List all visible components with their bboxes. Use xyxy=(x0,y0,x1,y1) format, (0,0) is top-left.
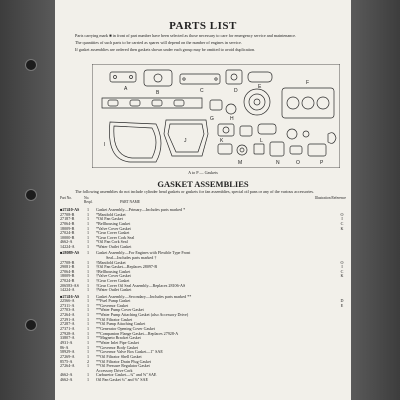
quantity-cell: 1 xyxy=(86,216,90,222)
figure-label: O xyxy=(296,160,300,166)
section-intro xyxy=(65,189,343,194)
part-number-cell: 27708-B xyxy=(60,211,75,217)
part-number-cell: ■27410-AS xyxy=(60,207,80,212)
figure-label: L xyxy=(260,138,263,144)
reference-cell: I xyxy=(341,216,343,222)
section-title: GASKET ASSEMBLIES xyxy=(157,179,249,189)
reference-cell: C xyxy=(340,220,344,226)
column-part-name: PART NAME xyxy=(120,200,141,204)
figure-frame xyxy=(92,64,340,168)
part-number-cell: 206583-AS xyxy=(60,282,79,288)
part-name-cell: Gasket Assembly—Primary—Includes parts marked * xyxy=(96,208,186,212)
quantity-cell: 1 xyxy=(86,349,90,355)
column-qty: No. Reqd. xyxy=(84,196,93,204)
part-name-cell: Carburetor Gasket—¾" and ⅝" SAE xyxy=(96,373,157,378)
part-number-cell: 27264-A xyxy=(60,363,75,369)
figure-caption: A to P — Gaskets xyxy=(188,170,218,175)
figure-label: P xyxy=(320,160,324,166)
ring-gasket-shape xyxy=(244,89,270,115)
quantity-cell: 1 xyxy=(86,244,90,250)
part-name-cell: **Companion Flange Gasket—Replaces 27928-A xyxy=(96,331,179,336)
reference-cell: E xyxy=(340,302,344,308)
quantity-cell: 2 xyxy=(86,358,90,364)
quantity-cell: 1 xyxy=(86,353,90,359)
part-number-cell: 27269-A xyxy=(60,353,75,359)
section-intro-text: The following assemblies do not include cylinder head gaskets or gaskets for fan assemblies, special oil pans or any of the various accessories. xyxy=(75,189,315,194)
quantity-cell: 1 xyxy=(86,339,90,345)
part-name-cell: *Bellhousing Gasket xyxy=(96,221,131,226)
quantity-cell: 1 xyxy=(86,298,90,304)
quantity-cell: 1 xyxy=(86,330,90,336)
part-name-cell: †Manifold Gasket xyxy=(96,260,126,265)
part-name-cell: **Water Pump Attaching Gasket (also Accessory Drive) xyxy=(96,313,189,318)
table-row xyxy=(60,288,346,293)
quantity-cell: 1 xyxy=(86,268,90,274)
part-number-cell: 58929-A xyxy=(60,349,75,355)
intro-text xyxy=(65,33,343,55)
quantity-cell: 1 xyxy=(86,312,90,318)
part-number-cell: 27264-A xyxy=(60,312,75,318)
figure-label: N xyxy=(276,160,280,166)
part-name-cell: **Governor Gasket xyxy=(96,303,129,308)
figure-label: I xyxy=(104,142,106,148)
quantity-cell: 1 xyxy=(86,302,90,308)
quantity-cell: 1 xyxy=(86,293,90,299)
part-name-cell: †Gear Cover Gasket xyxy=(96,279,130,284)
figure-label: J xyxy=(184,138,187,144)
figure-label: E xyxy=(258,84,262,90)
figure-label: A xyxy=(124,86,128,92)
gasket-shape xyxy=(110,72,136,82)
quantity-cell: 1 xyxy=(86,239,90,245)
figure-label: H xyxy=(230,116,234,122)
quantity-cell: 1 xyxy=(86,372,90,378)
part-number-cell: 27703-A xyxy=(60,307,75,313)
table-row xyxy=(60,245,346,250)
quantity-cell: 1 xyxy=(86,287,90,293)
part-name-cell: *Water Outlet Gasket xyxy=(96,245,132,250)
reference-cell: C xyxy=(340,268,344,274)
part-number-cell: 27708-B xyxy=(60,259,75,265)
part-name-cell: **Oil Filtrator Shell Gasket xyxy=(96,354,142,359)
part-name-cell: **Generator Opening Cover Gasket xyxy=(96,327,155,332)
part-number-cell: 27024-B xyxy=(60,230,75,236)
part-name-cell: Gasket Assembly—Secondary—Includes parts marked ** xyxy=(96,294,192,299)
column-part-no: Part No. xyxy=(60,196,72,200)
reference-cell: K xyxy=(340,273,344,279)
part-number-cell: 27287-A xyxy=(60,321,75,327)
figure-label: G xyxy=(210,116,214,122)
part-name-cell: Seal—Includes parts marked † xyxy=(106,255,157,260)
figure-label: K xyxy=(220,138,224,144)
part-number-cell: 8575-A xyxy=(60,358,73,364)
quantity-cell: 1 xyxy=(86,225,90,231)
part-name-cell: Accessory Drive Cork xyxy=(96,368,133,373)
parts-table xyxy=(60,208,346,383)
part-name-cell: †Valve Cover Gasket xyxy=(96,274,131,279)
quantity-cell: 1 xyxy=(86,220,90,226)
quantity-cell: 1 xyxy=(86,273,90,279)
part-name-cell: †Gear Cover Oil Seal Assembly—Replaces 28106-AS xyxy=(96,283,186,288)
part-name-cell: **Oil Pressure Regulator Gasket xyxy=(96,364,150,369)
column-illustration-ref: Illustration Reference xyxy=(314,196,346,200)
part-number-cell: 18009-B xyxy=(60,225,75,231)
part-number-cell: 4662-A xyxy=(60,377,73,383)
part-name-cell: *Gear Cover Gasket xyxy=(96,231,130,236)
head-gasket-shape xyxy=(282,88,334,118)
part-name-cell: *Valve Cover Gasket xyxy=(96,226,131,231)
document-page xyxy=(55,0,351,400)
reference-cell: O xyxy=(340,259,344,265)
part-name-cell: *Gear Cover Cork Seal xyxy=(96,235,135,240)
part-number-cell: 10000-B xyxy=(60,234,75,240)
part-number-cell: 22566-A xyxy=(60,298,75,304)
quantity-cell: 1 xyxy=(86,259,90,265)
part-name-cell: **Water Pump Cover Gasket xyxy=(96,308,144,313)
part-number-cell: 27024-B xyxy=(60,278,75,284)
part-name-cell: **Water Inlet Pipe Gasket xyxy=(96,340,139,345)
quantity-cell: 1 xyxy=(86,363,90,369)
part-number-cell: 33807-A xyxy=(60,335,75,341)
table-header xyxy=(60,196,346,207)
quantity-cell: 1 xyxy=(86,278,90,284)
quantity-cell: 1 xyxy=(86,335,90,341)
part-number-cell: 14224-A xyxy=(60,287,75,293)
part-number-cell: 86-A xyxy=(60,344,69,350)
gasket-shape xyxy=(144,70,172,86)
part-name-cell: **Magneto Bracket Gasket xyxy=(96,336,141,341)
part-name-cell: Gasket Assembly—For Engines with Flexible Type Front xyxy=(96,251,191,256)
quantity-cell: 1 xyxy=(86,307,90,313)
part-number-cell: 27064-B xyxy=(60,220,75,226)
part-name-cell: *Oil Pan Cork Seal xyxy=(96,240,128,245)
part-name-cell: †Water Outlet Gasket xyxy=(96,288,132,293)
part-number-cell: ■28089-AS xyxy=(60,250,80,256)
reference-cell: K xyxy=(340,225,344,231)
reference-cell: O xyxy=(340,211,344,217)
intro-paragraph: Parts carrying mark ■ in front of part number have been selected as those necessary to care for emergency service and maintenance. xyxy=(75,33,297,38)
punch-hole xyxy=(26,190,36,200)
table-row xyxy=(60,378,346,383)
figure-label: F xyxy=(306,80,310,86)
quantity-cell: 1 xyxy=(86,377,90,383)
quantity-cell: 1 xyxy=(86,282,90,288)
part-number-cell: 29081-B xyxy=(60,264,75,270)
part-number-cell: 27291-A xyxy=(60,316,75,322)
part-number-cell: 27187-B xyxy=(60,216,75,222)
part-number-cell: 27064-B xyxy=(60,268,75,274)
page-title: PARTS LIST xyxy=(169,20,237,32)
quantity-cell: 1 xyxy=(86,326,90,332)
punch-hole xyxy=(26,60,36,70)
binding-right xyxy=(351,0,400,400)
quantity-cell: 1 xyxy=(86,211,90,217)
part-number-cell: 4662-A xyxy=(60,239,73,245)
part-number-cell: 18009-B xyxy=(60,273,75,279)
part-number-cell: 27371-A xyxy=(60,326,75,332)
reference-cell: D xyxy=(340,298,344,304)
part-number-cell: 14224-A xyxy=(60,244,75,250)
part-name-cell: **Governor Body Gasket xyxy=(96,345,139,350)
part-name-cell: **Oil Filtrator Gasket xyxy=(96,317,133,322)
figure-label: B xyxy=(156,90,160,96)
quantity-cell: 1 xyxy=(86,207,90,212)
intro-paragraph: The quantities of such parts to be carried as spares will depend on the number of engines in service. xyxy=(75,40,242,46)
gasket-shape xyxy=(226,70,242,84)
punch-hole xyxy=(26,320,36,330)
quantity-cell: 1 xyxy=(86,264,90,270)
quantity-cell: 1 xyxy=(86,250,90,256)
quantity-cell: 1 xyxy=(86,344,90,350)
part-name-cell: †Oil Pan Gasket—Replaces 28097-B xyxy=(96,265,158,270)
figure-label: M xyxy=(238,160,243,166)
quantity-cell: 1 xyxy=(86,321,90,327)
gasket-illustration xyxy=(92,64,340,168)
quantity-cell: 1 xyxy=(86,234,90,240)
reference-cell: I xyxy=(341,264,343,270)
part-name-cell: **Oil Filtrator Drain Plug Gasket xyxy=(96,359,152,364)
quantity-cell: 1 xyxy=(86,230,90,236)
part-name-cell: **Oil Pump Attaching Gasket xyxy=(96,322,146,327)
part-name-cell: Oil Pan Gasket ¾" and ⅝" SAE xyxy=(96,378,149,383)
part-number-cell: 4931-A xyxy=(60,339,73,345)
part-number-cell: ■27416-AS xyxy=(60,293,80,299)
gasket-shape xyxy=(248,72,272,82)
part-name-cell: **Fuel Pump Gasket xyxy=(96,299,131,304)
binding-left xyxy=(0,0,55,400)
intro-paragraph: If gasket assemblies are ordered then gaskets shown under each group may be omitted to avoid duplication. xyxy=(75,47,256,53)
part-name-cell: †Bellhousing Gasket xyxy=(96,269,131,274)
gasket-shape xyxy=(180,74,220,84)
figure-label: C xyxy=(200,88,204,94)
part-name-cell: *Manifold Gasket xyxy=(96,212,126,217)
part-name-cell: *Oil Pan Gasket xyxy=(96,217,123,222)
figure-label: D xyxy=(234,88,238,94)
quantity-cell: 1 xyxy=(86,316,90,322)
part-number-cell: 27311-A xyxy=(60,302,75,308)
part-number-cell: 27928-A xyxy=(60,330,75,336)
part-number-cell: 4662-A xyxy=(60,372,73,378)
part-name-cell: **Governor Valve Box Gasket—1" SAE xyxy=(96,350,163,355)
